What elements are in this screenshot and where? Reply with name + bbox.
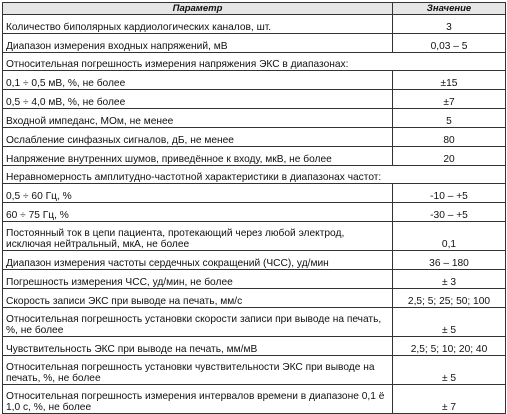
section-cell: Неравномерность амплитудно-частотной характеристики в диапазонах частот: [3,166,506,184]
table-row [3,203,506,222]
param-cell: Погрешность измерения ЧСС, уд/мин, не более [3,270,393,289]
param-cell: Диапазон измерения частоты сердечных сокращений (ЧСС), уд/мин [3,251,393,270]
table-row [3,71,506,90]
table-row [3,289,506,308]
param-cell: Входной импеданс, МОм, не менее [3,109,393,128]
value-cell: 2,5; 5; 10; 20; 40 [393,337,506,356]
section-row [3,53,506,71]
table-row [3,15,506,34]
value-cell: -10 – +5 [393,184,506,203]
header-row [3,3,506,15]
param-cell: Ослабление синфазных сигналов, дБ, не менее [3,128,393,147]
param-cell: Относительная погрешность измерения интервалов времени в диапазоне 0,1 ё 1,0 с, %, не более [3,385,393,414]
table-row [3,337,506,356]
param-cell: Скорость записи ЭКС при выводе на печать, мм/с [3,289,393,308]
value-cell: ±15 [393,71,506,90]
table-row [3,109,506,128]
value-cell: 20 [393,147,506,166]
param-cell: Относительная погрешность установки скорости записи при выводе на печать, %, не более [3,308,393,337]
spec-table [2,2,506,414]
table-row [3,90,506,109]
section-row [3,166,506,184]
table-row [3,128,506,147]
param-cell: Диапазон измерения входных напряжений, мВ [3,34,393,53]
table-row [3,270,506,289]
table-row [3,222,506,251]
value-cell: -30 – +5 [393,203,506,222]
value-column-header: Значение [393,3,506,15]
param-cell: 0,5 ÷ 4,0 мВ, %, не более [3,90,393,109]
param-cell: Напряжение внутренних шумов, приведённое к входу, мкВ, не более [3,147,393,166]
value-cell: 3 [393,15,506,34]
table-row [3,356,506,385]
table-row [3,34,506,53]
section-cell: Относительная погрешность измерения напряжения ЭКС в диапазонах: [3,53,506,71]
value-cell: 80 [393,128,506,147]
value-cell: ± 7 [393,385,506,414]
table-row [3,308,506,337]
table-row [3,147,506,166]
value-cell: ± 5 [393,356,506,385]
value-cell: ± 3 [393,270,506,289]
param-cell: 0,5 ÷ 60 Гц, % [3,184,393,203]
value-cell: 5 [393,109,506,128]
table-row [3,385,506,414]
param-cell: 0,1 ÷ 0,5 мВ, %, не более [3,71,393,90]
param-cell: 60 ÷ 75 Гц, % [3,203,393,222]
param-cell: Чувствительность ЭКС при выводе на печать, мм/мВ [3,337,393,356]
table-row [3,184,506,203]
param-column-header: Параметр [3,3,393,15]
value-cell: 0,1 [393,222,506,251]
param-cell: Постоянный ток в цепи пациента, протекающий через любой электрод, исключая нейтральный, мкА, не более [3,222,393,251]
table-row [3,251,506,270]
value-cell: 2,5; 5; 25; 50; 100 [393,289,506,308]
value-cell: 0,03 – 5 [393,34,506,53]
param-cell: Количество биполярных кардиологических каналов, шт. [3,15,393,34]
value-cell: 36 – 180 [393,251,506,270]
value-cell: ± 5 [393,308,506,337]
param-cell: Относительная погрешность установки чувствительности ЭКС при выводе на печать, %, не более [3,356,393,385]
value-cell: ±7 [393,90,506,109]
